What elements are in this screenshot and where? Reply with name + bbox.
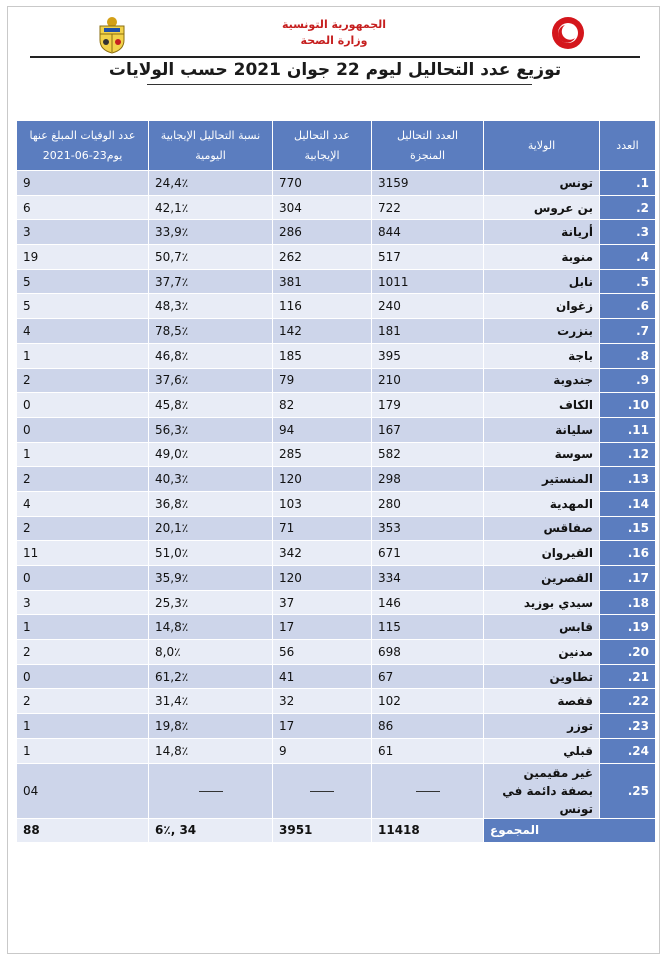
positive-count: 41 (273, 664, 372, 689)
table-row (17, 269, 656, 294)
letterhead (14, 12, 654, 56)
tests-count: 395 (372, 343, 484, 368)
row-index: 13. (600, 467, 656, 492)
positive-count: 381 (273, 269, 372, 294)
deaths-count: 0 (17, 664, 149, 689)
governorate-name: أريانة (484, 220, 600, 245)
tests-count: 582 (372, 442, 484, 467)
table-row (17, 640, 656, 665)
positive-rate: 36,8٪ (149, 491, 273, 516)
row-index: 15. (600, 516, 656, 541)
table-total-row (17, 818, 656, 843)
total-label: المجموع (484, 818, 656, 843)
governorate-name: منوبة (484, 245, 600, 270)
positive-count: 342 (273, 541, 372, 566)
tests-count: 67 (372, 664, 484, 689)
governorate-name: المهدية (484, 491, 600, 516)
table-row-nonresident (17, 763, 656, 818)
row-index: 25. (600, 763, 656, 818)
governorate-name: سيدي بوزيد (484, 590, 600, 615)
table-row (17, 516, 656, 541)
governorate-name: جندوبة (484, 368, 600, 393)
governorate-name: زغوان (484, 294, 600, 319)
positive-rate: 35,9٪ (149, 566, 273, 591)
positive-count: 185 (273, 343, 372, 368)
positive-rate: 37,6٪ (149, 368, 273, 393)
positive-rate: 20,1٪ (149, 516, 273, 541)
positive-rate: 19,8٪ (149, 714, 273, 739)
positive-count: 9 (273, 738, 372, 763)
positive-count: 142 (273, 319, 372, 344)
positive-count: 285 (273, 442, 372, 467)
title-underline (147, 84, 532, 85)
total-rate: 34 ,6٪ (149, 818, 273, 843)
governorate-name: صفاقس (484, 516, 600, 541)
positive-count: 770 (273, 171, 372, 196)
deaths-count: 5 (17, 294, 149, 319)
dash-mark (199, 791, 223, 792)
tests-count: 1011 (372, 269, 484, 294)
positive-count: 94 (273, 417, 372, 442)
tests-count: 240 (372, 294, 484, 319)
table-row (17, 442, 656, 467)
positive-count: 304 (273, 195, 372, 220)
red-crescent-icon (551, 16, 585, 50)
table-row (17, 714, 656, 739)
deaths-count: 0 (17, 417, 149, 442)
table-row (17, 689, 656, 714)
row-index: 20. (600, 640, 656, 665)
governorate-name: مدنين (484, 640, 600, 665)
row-index: 11. (600, 417, 656, 442)
deaths-count: 4 (17, 319, 149, 344)
tests-count: 334 (372, 566, 484, 591)
deaths-count: 2 (17, 516, 149, 541)
governorate-name: بن عروس (484, 195, 600, 220)
positive-count: 71 (273, 516, 372, 541)
positive-rate: 46,8٪ (149, 343, 273, 368)
positive-rate: 24,4٪ (149, 171, 273, 196)
governorate-name: نابل (484, 269, 600, 294)
positive-rate: 40,3٪ (149, 467, 273, 492)
positive-count: 82 (273, 393, 372, 418)
positive-count: 103 (273, 491, 372, 516)
deaths-count: 9 (17, 171, 149, 196)
table-row (17, 319, 656, 344)
table-row (17, 664, 656, 689)
row-index: 21. (600, 664, 656, 689)
positive-rate: 14,8٪ (149, 738, 273, 763)
governorate-name: القيروان (484, 541, 600, 566)
governorate-name: قابس (484, 615, 600, 640)
positive-rate: 49,0٪ (149, 442, 273, 467)
row-index: 5. (600, 269, 656, 294)
table-row (17, 294, 656, 319)
positive-count: 17 (273, 615, 372, 640)
positive-rate: 50,7٪ (149, 245, 273, 270)
table-row (17, 566, 656, 591)
total-positive: 3951 (273, 818, 372, 843)
table-row (17, 195, 656, 220)
empty-dash-cell (372, 763, 484, 818)
row-index: 24. (600, 738, 656, 763)
deaths-count: 1 (17, 738, 149, 763)
ministry-name: وزارة الصحة (300, 34, 368, 47)
governorate-name: تونس (484, 171, 600, 196)
empty-dash-cell (273, 763, 372, 818)
positive-rate: 42,1٪ (149, 195, 273, 220)
table-row (17, 738, 656, 763)
positive-rate: 45,8٪ (149, 393, 273, 418)
deaths-count: 2 (17, 640, 149, 665)
positive-rate: 8,0٪ (149, 640, 273, 665)
deaths-count: 2 (17, 467, 149, 492)
deaths-count: 2 (17, 689, 149, 714)
tests-count: 353 (372, 516, 484, 541)
positive-count: 17 (273, 714, 372, 739)
positive-count: 116 (273, 294, 372, 319)
tests-count: 517 (372, 245, 484, 270)
col-header-governorate: الولاية (484, 121, 600, 171)
positive-count: 79 (273, 368, 372, 393)
tests-count: 698 (372, 640, 484, 665)
row-index: 4. (600, 245, 656, 270)
tests-count: 146 (372, 590, 484, 615)
table-row (17, 590, 656, 615)
governorate-name: القصرين (484, 566, 600, 591)
positive-count: 120 (273, 467, 372, 492)
row-index: 19. (600, 615, 656, 640)
deaths-count: 2 (17, 368, 149, 393)
col-header-rate: نسبة التحاليل الإيجابية اليومية (149, 121, 273, 171)
col-header-positive: عدد التحاليل الإيجابية (273, 121, 372, 171)
positive-rate: 56,3٪ (149, 417, 273, 442)
table-row (17, 343, 656, 368)
row-index: 18. (600, 590, 656, 615)
governorate-name: قفصة (484, 689, 600, 714)
deaths-count: 1 (17, 615, 149, 640)
col-header-deaths: عدد الوفيات المبلغ عنها يوم23-06-2021 (17, 121, 149, 171)
dash-mark (310, 791, 334, 792)
deaths-count: 04 (17, 763, 149, 818)
positive-count: 56 (273, 640, 372, 665)
table-row (17, 368, 656, 393)
governorate-name: سليانة (484, 417, 600, 442)
tests-count: 3159 (372, 171, 484, 196)
tests-count: 844 (372, 220, 484, 245)
tests-count: 181 (372, 319, 484, 344)
deaths-count: 1 (17, 442, 149, 467)
row-index: 16. (600, 541, 656, 566)
positive-count: 120 (273, 566, 372, 591)
total-tests: 11418 (372, 818, 484, 843)
governorate-name: سوسة (484, 442, 600, 467)
page-title: توزيع عدد التحاليل ليوم 22 جوان 2021 حسب الولايات (108, 60, 562, 80)
deaths-count: 0 (17, 566, 149, 591)
row-index: 9. (600, 368, 656, 393)
positive-rate: 31,4٪ (149, 689, 273, 714)
positive-count: 286 (273, 220, 372, 245)
deaths-count: 1 (17, 714, 149, 739)
table-row (17, 467, 656, 492)
positive-count: 262 (273, 245, 372, 270)
row-index: 7. (600, 319, 656, 344)
deaths-count: 5 (17, 269, 149, 294)
row-index: 12. (600, 442, 656, 467)
deaths-count: 19 (17, 245, 149, 270)
republic-name: الجمهورية التونسية (281, 18, 387, 31)
row-index: 10. (600, 393, 656, 418)
positive-rate: 33,9٪ (149, 220, 273, 245)
positive-rate: 48,3٪ (149, 294, 273, 319)
row-index: 1. (600, 171, 656, 196)
row-index: 22. (600, 689, 656, 714)
positive-rate: 25,3٪ (149, 590, 273, 615)
governorate-name: بنزرت (484, 319, 600, 344)
row-index: 6. (600, 294, 656, 319)
table-row (17, 393, 656, 418)
deaths-count: 6 (17, 195, 149, 220)
deaths-count: 3 (17, 590, 149, 615)
row-index: 2. (600, 195, 656, 220)
header-divider (30, 56, 640, 58)
col-header-index: العدد (600, 121, 656, 171)
positive-rate: 51,0٪ (149, 541, 273, 566)
positive-count: 32 (273, 689, 372, 714)
table-row (17, 615, 656, 640)
tests-count: 280 (372, 491, 484, 516)
col-header-tests: العدد التحاليل المنجزة (372, 121, 484, 171)
table-row (17, 491, 656, 516)
table-row (17, 171, 656, 196)
deaths-count: 1 (17, 343, 149, 368)
row-index: 14. (600, 491, 656, 516)
deaths-count: 0 (17, 393, 149, 418)
governorate-name: توزر (484, 714, 600, 739)
tests-count: 298 (372, 467, 484, 492)
tests-count: 722 (372, 195, 484, 220)
row-index: 8. (600, 343, 656, 368)
row-index: 17. (600, 566, 656, 591)
dash-mark (416, 791, 440, 792)
positive-count: 37 (273, 590, 372, 615)
tests-count: 671 (372, 541, 484, 566)
tests-count: 102 (372, 689, 484, 714)
table-row (17, 541, 656, 566)
tests-count: 179 (372, 393, 484, 418)
deaths-count: 4 (17, 491, 149, 516)
governorate-name: المنستير (484, 467, 600, 492)
governorate-name: قبلي (484, 738, 600, 763)
positive-rate: 78,5٪ (149, 319, 273, 344)
governorate-tests-table (16, 120, 656, 843)
positive-rate: 61,2٪ (149, 664, 273, 689)
table-row (17, 417, 656, 442)
row-index: 23. (600, 714, 656, 739)
tests-count: 61 (372, 738, 484, 763)
row-index: 3. (600, 220, 656, 245)
table-header-row (17, 121, 656, 171)
tests-count: 210 (372, 368, 484, 393)
governorate-name: غير مقيمين بصفة دائمة في تونس (484, 763, 600, 818)
empty-dash-cell (149, 763, 273, 818)
tests-count: 167 (372, 417, 484, 442)
deaths-count: 11 (17, 541, 149, 566)
table-row (17, 220, 656, 245)
positive-rate: 14,8٪ (149, 615, 273, 640)
governorate-name: تطاوين (484, 664, 600, 689)
total-deaths: 88 (17, 818, 149, 843)
tests-count: 86 (372, 714, 484, 739)
governorate-name: باجة (484, 343, 600, 368)
table-row (17, 245, 656, 270)
positive-rate: 37,7٪ (149, 269, 273, 294)
tests-count: 115 (372, 615, 484, 640)
deaths-count: 3 (17, 220, 149, 245)
governorate-name: الكاف (484, 393, 600, 418)
